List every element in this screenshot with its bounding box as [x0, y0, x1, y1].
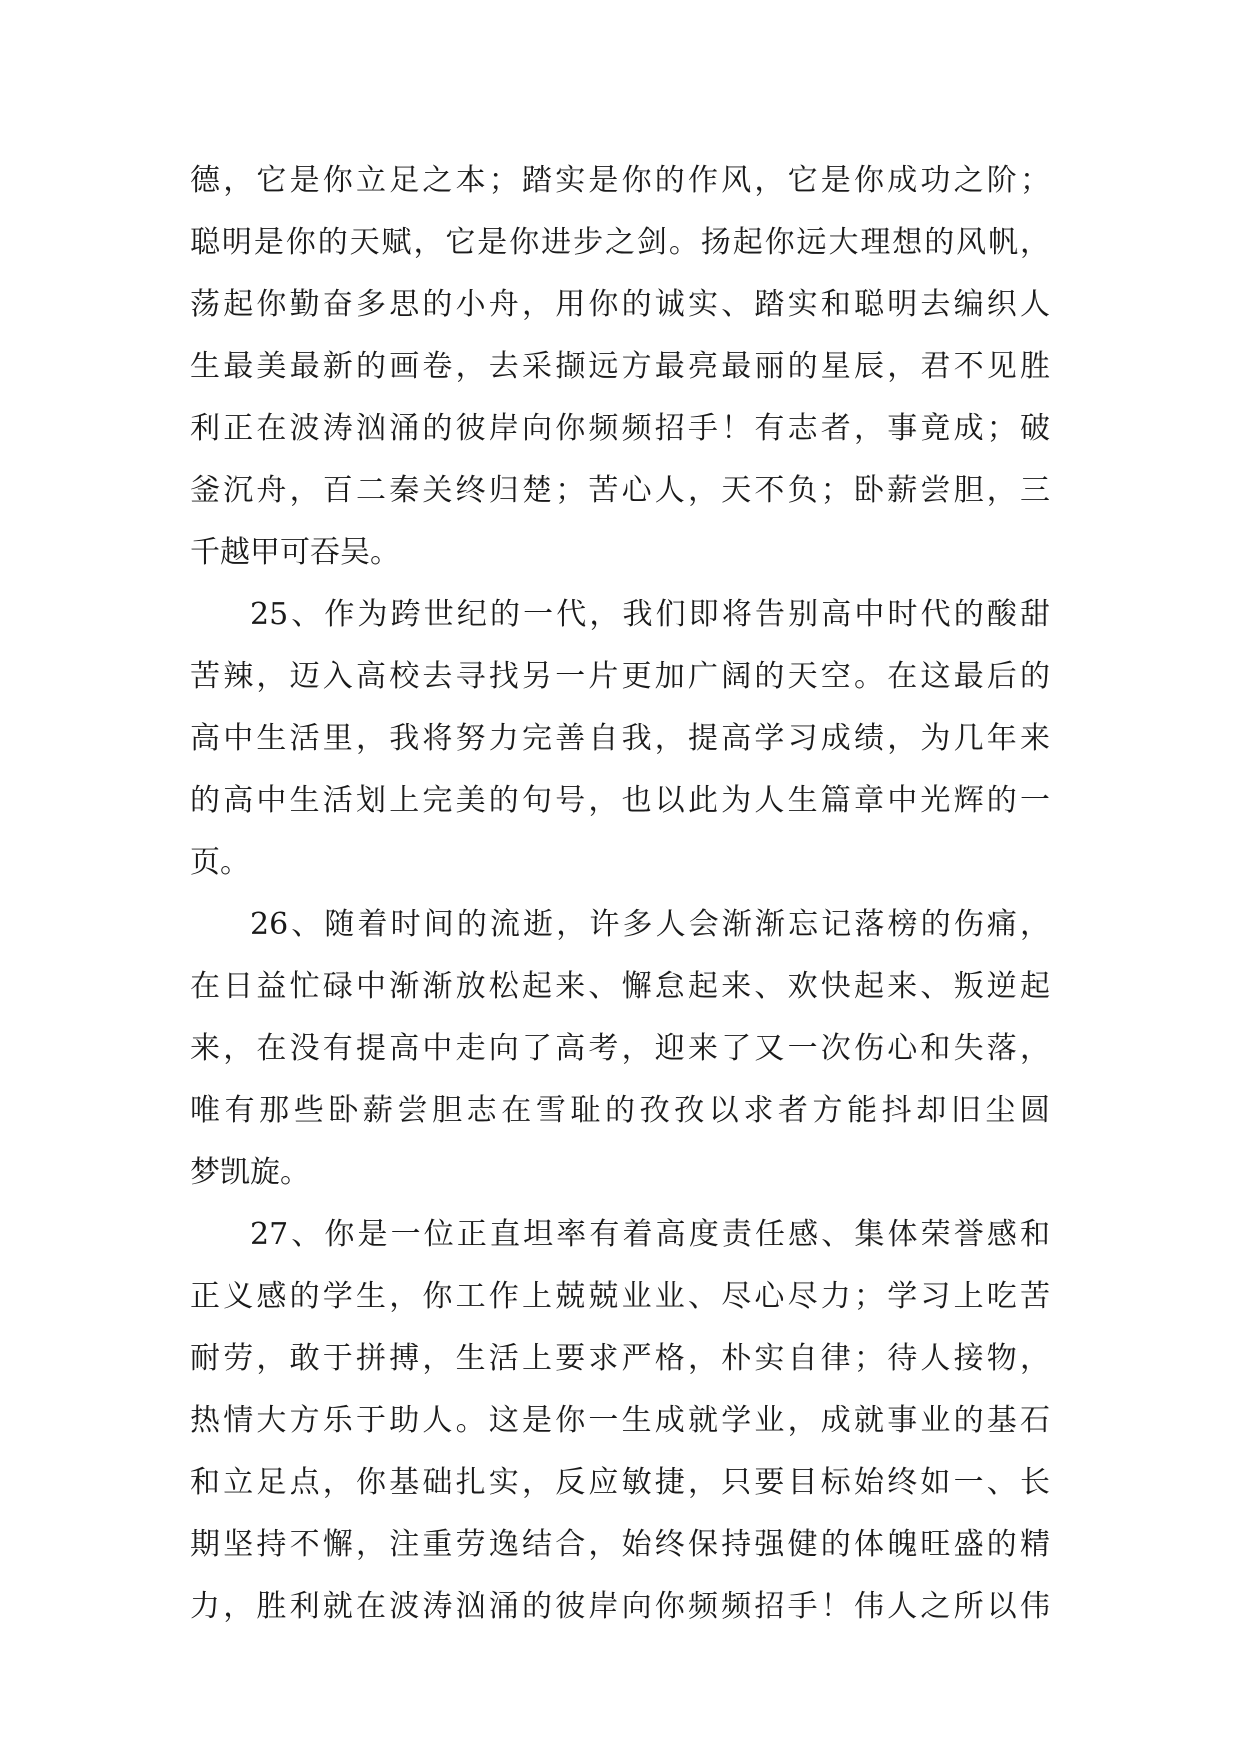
body-text	[190, 150, 1050, 1638]
text-line: 来，在没有提高中走向了高考，迎来了又一次伤心和失落，	[190, 1031, 1050, 1066]
text-line: 正义感的学生，你工作上兢兢业业、尽心尽力；学习上吃苦	[190, 1279, 1050, 1314]
text-line: 期坚持不懈，注重劳逸结合，始终保持强健的体魄旺盛的精	[190, 1527, 1050, 1562]
text-line: 的高中生活划上完美的句号，也以此为人生篇章中光辉的一	[190, 783, 1050, 818]
paragraph-26-start: 26、随着时间的流逝，许多人会渐渐忘记落榜的伤痛，	[250, 907, 1050, 942]
text-line: 热情大方乐于助人。这是你一生成就学业，成就事业的基石	[190, 1403, 1050, 1438]
paragraph-27-start: 27、你是一位正直坦率有着高度责任感、集体荣誉感和	[250, 1217, 1050, 1252]
text-line: 德，它是你立足之本；踏实是你的作风，它是你成功之阶；	[190, 163, 1050, 198]
text-line: 聪明是你的天赋，它是你进步之剑。扬起你远大理想的风帆，	[190, 225, 1050, 260]
text-line: 梦凯旋。	[190, 1155, 310, 1190]
text-line: 唯有那些卧薪尝胆志在雪耻的孜孜以求者方能抖却旧尘圆	[190, 1093, 1050, 1128]
text-line: 页。	[190, 845, 250, 880]
paragraph-25-start: 25、作为跨世纪的一代，我们即将告别高中时代的酸甜	[250, 597, 1050, 632]
text-line: 力，胜利就在波涛汹涌的彼岸向你频频招手！伟人之所以伟	[190, 1589, 1050, 1624]
text-line: 耐劳，敢于拼搏，生活上要求严格，朴实自律；待人接物，	[190, 1341, 1050, 1376]
text-line: 苦辣，迈入高校去寻找另一片更加广阔的天空。在这最后的	[190, 659, 1050, 694]
text-line: 荡起你勤奋多思的小舟，用你的诚实、踏实和聪明去编织人	[190, 287, 1050, 322]
text-line: 利正在波涛汹涌的彼岸向你频频招手！有志者，事竟成；破	[190, 411, 1050, 446]
text-line: 在日益忙碌中渐渐放松起来、懈怠起来、欢快起来、叛逆起	[190, 969, 1050, 1004]
text-line: 生最美最新的画卷，去采撷远方最亮最丽的星辰，君不见胜	[190, 349, 1050, 384]
text-line: 高中生活里，我将努力完善自我，提高学习成绩，为几年来	[190, 721, 1050, 756]
text-line: 千越甲可吞吴。	[190, 535, 400, 570]
text-line: 和立足点，你基础扎实，反应敏捷，只要目标始终如一、长	[190, 1465, 1050, 1500]
text-line: 釜沉舟，百二秦关终归楚；苦心人，天不负；卧薪尝胆，三	[190, 473, 1050, 508]
